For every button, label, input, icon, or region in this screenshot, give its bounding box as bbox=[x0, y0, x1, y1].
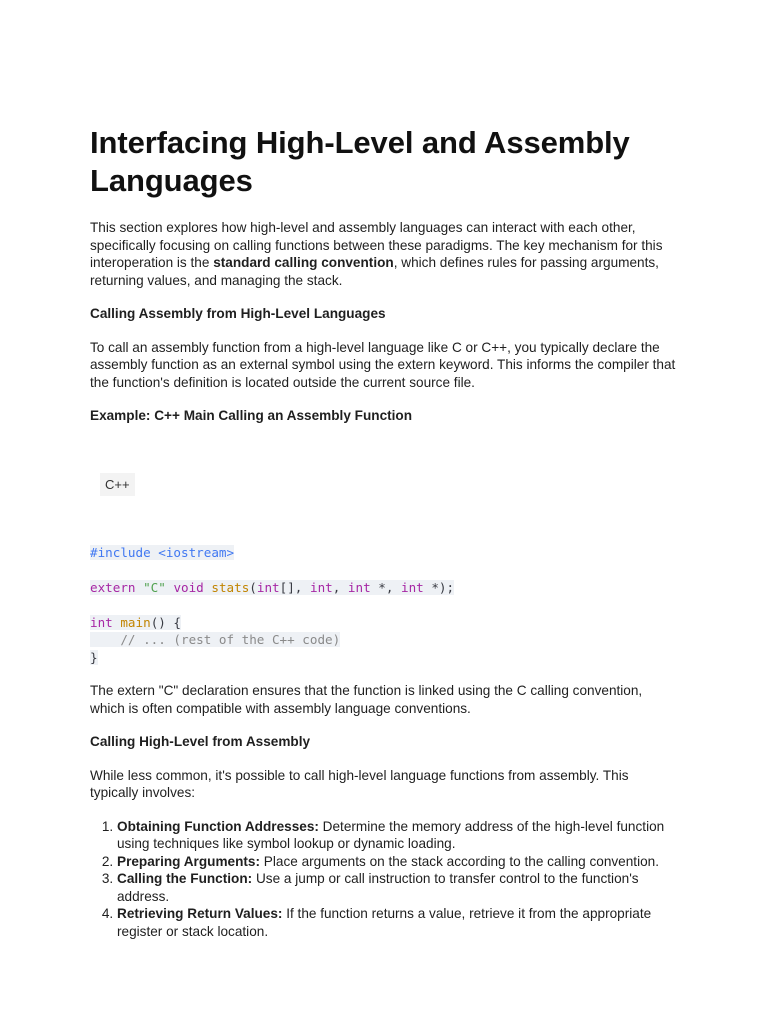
code-fn-stats: stats bbox=[211, 579, 250, 595]
step-title: Obtaining Function Addresses: bbox=[117, 818, 319, 834]
step-text: Place arguments on the stack according to the calling convention. bbox=[260, 853, 660, 869]
code-punct: *); bbox=[423, 579, 455, 595]
intro-text-end: , which defines rules for passing arguments, returning values, and managing the stack. bbox=[90, 255, 659, 288]
code-block[interactable] bbox=[90, 544, 680, 667]
section2-paragraph: While less common, it's possible to call high-level language functions from assembly. This typically involves: bbox=[90, 767, 629, 800]
intro-text-start: This section explores how high-level and assembly languages can interact with each other, specifically focusing on calling functions between these paradigms. The key mechanism for this interoperation is the bbox=[90, 220, 663, 270]
list-item bbox=[117, 870, 680, 905]
code-kw-int: int bbox=[309, 579, 333, 595]
page-title: Interfacing High-Level and Assembly Languages bbox=[90, 125, 630, 198]
list-item bbox=[117, 853, 680, 871]
code-line-3 bbox=[90, 614, 680, 632]
code-line-5 bbox=[90, 649, 680, 667]
code-string-c: "C" bbox=[143, 579, 166, 595]
intro-paragraph bbox=[90, 219, 680, 289]
step-text: If the function returns a value, retrieve it from the appropriate register or stack location. bbox=[117, 906, 652, 939]
example-explanation: The extern "C" declaration ensures that the function is linked using the C calling convention, which is often compatible with assembly language conventions. bbox=[90, 683, 643, 716]
code-kw-int: int bbox=[347, 579, 371, 595]
code-language-label: C++ bbox=[100, 473, 135, 496]
code-line-2 bbox=[90, 579, 680, 597]
list-item bbox=[117, 905, 680, 940]
code-fn-main: main bbox=[120, 614, 151, 630]
code-line-4 bbox=[90, 631, 680, 649]
code-comment: // ... (rest of the C++ code) bbox=[90, 632, 341, 647]
code-punct: *, bbox=[370, 579, 401, 595]
step-text: Use a jump or call instruction to transfer control to the function's address. bbox=[117, 871, 639, 904]
code-punct: , bbox=[332, 579, 348, 595]
code-kw-int: int bbox=[90, 614, 113, 630]
code-preprocessor: #include <iostream> bbox=[90, 544, 235, 560]
intro-bold-term: standard calling convention bbox=[213, 255, 394, 270]
code-punct: } bbox=[90, 649, 98, 665]
section2-heading: Calling High-Level from Assembly bbox=[90, 734, 311, 749]
section1-paragraph: To call an assembly function from a high-level language like C or C++, you typically declare the assembly function as an external symbol using the extern keyword. This informs the compiler that the function's definition is located outside the current source file. bbox=[90, 339, 676, 390]
code-line-1 bbox=[90, 544, 680, 562]
steps-list bbox=[90, 818, 680, 941]
code-kw-void: void bbox=[173, 579, 204, 595]
code-kw-int: int bbox=[256, 579, 280, 595]
step-title: Calling the Function: bbox=[117, 871, 253, 886]
step-title: Retrieving Return Values: bbox=[117, 906, 283, 921]
code-kw-int: int bbox=[401, 579, 424, 595]
code-punct: ( bbox=[249, 579, 257, 595]
code-punct: [], bbox=[279, 579, 310, 595]
step-text: Determine the memory address of the high-level function using techniques like symbol lookup or dynamic loading. bbox=[117, 818, 665, 851]
list-item bbox=[117, 818, 680, 853]
document-body bbox=[90, 124, 680, 940]
code-kw-extern: extern bbox=[90, 579, 136, 595]
example-heading: Example: C++ Main Calling an Assembly Function bbox=[90, 408, 413, 423]
step-title: Preparing Arguments: bbox=[117, 853, 261, 869]
code-punct: () { bbox=[150, 614, 182, 630]
section1-heading: Calling Assembly from High-Level Languages bbox=[90, 306, 386, 321]
